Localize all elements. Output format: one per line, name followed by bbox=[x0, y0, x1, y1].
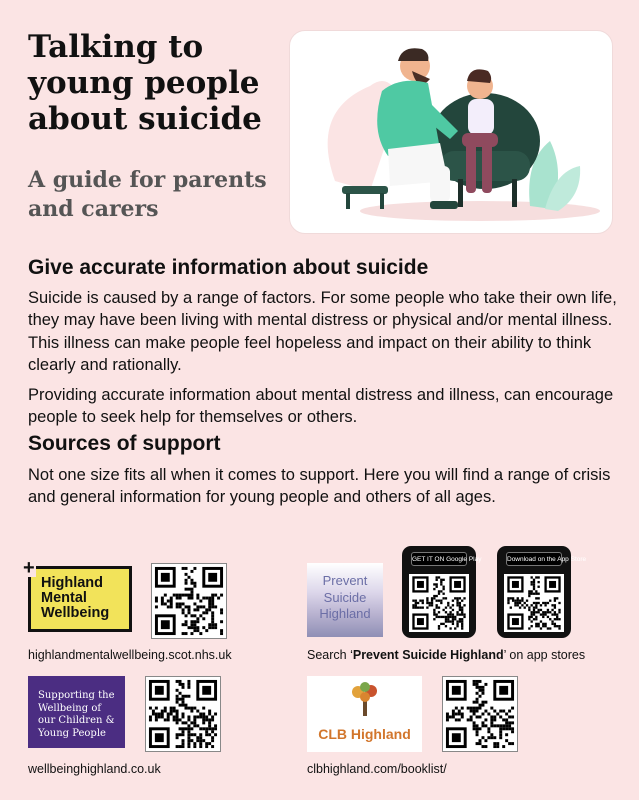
hmw-link[interactable]: highlandmentalwellbeing.scot.nhs.uk bbox=[28, 648, 232, 662]
logo-text: Highland bbox=[319, 606, 371, 622]
section-heading: Give accurate information about suicide bbox=[28, 256, 429, 279]
clb-link[interactable]: clbhighland.com/booklist/ bbox=[307, 762, 447, 776]
qr-code-clb[interactable] bbox=[442, 676, 518, 752]
app-store-qr[interactable] bbox=[497, 546, 587, 638]
section-heading: Sources of support bbox=[28, 432, 221, 455]
logo-text: Suicide bbox=[323, 589, 367, 605]
logo-text: Highland bbox=[41, 575, 104, 591]
caption-text: Search ‘ bbox=[307, 648, 353, 662]
page-title: Talking to young people about suicide bbox=[28, 29, 262, 137]
clb-highland-logo bbox=[307, 676, 422, 752]
section-accurate-information bbox=[28, 256, 618, 429]
google-play-qr[interactable] bbox=[402, 546, 482, 638]
paragraph: Suicide is caused by a range of factors. For some people who take their own life, they may have been living with mental distress or physical and/or mental illness. This illness can make people feel hopeless and impact on their ability to think clearly and rationally. bbox=[28, 289, 617, 374]
wellbeing-highland-logo: Supporting the Wellbeing of our Children & Young People bbox=[28, 676, 125, 748]
tree-icon bbox=[349, 682, 381, 718]
qr-code-google-play bbox=[409, 574, 469, 632]
section-sources-of-support bbox=[28, 432, 618, 509]
qr-code-app-store bbox=[504, 574, 564, 632]
qr-code-hmw[interactable] bbox=[151, 563, 227, 639]
caption-bold-text: Prevent Suicide Highland bbox=[352, 648, 504, 662]
plus-icon: + bbox=[23, 557, 35, 579]
caption-text: ’ on app stores bbox=[503, 648, 586, 662]
wellbeing-link[interactable]: wellbeinghighland.co.uk bbox=[28, 762, 161, 776]
paragraph: Not one size fits all when it comes to support. Here you will find a range of crisis and general information for young people and others of all ages. bbox=[28, 466, 611, 507]
illustration-card bbox=[289, 30, 613, 234]
parent-child-illustration bbox=[290, 31, 612, 233]
clb-logo-text: CLB Highland bbox=[318, 726, 411, 742]
google-play-badge: GET IT ON Google Play bbox=[411, 552, 467, 566]
psh-search-instruction bbox=[307, 648, 585, 662]
logo-text: Mental bbox=[41, 590, 87, 607]
page-subtitle: A guide for parents and carers bbox=[28, 167, 267, 222]
logo-text: Wellbeing bbox=[41, 605, 110, 622]
logo-text: Prevent bbox=[322, 573, 368, 588]
paragraph: Providing accurate information about mental distress and illness, can encourage people to seek help for themselves or others. bbox=[28, 386, 614, 427]
highland-mental-wellbeing-logo bbox=[23, 557, 132, 632]
prevent-suicide-highland-logo bbox=[307, 563, 383, 637]
app-store-badge: Download on the App Store bbox=[506, 552, 562, 566]
qr-code-wellbeing[interactable] bbox=[145, 676, 221, 752]
